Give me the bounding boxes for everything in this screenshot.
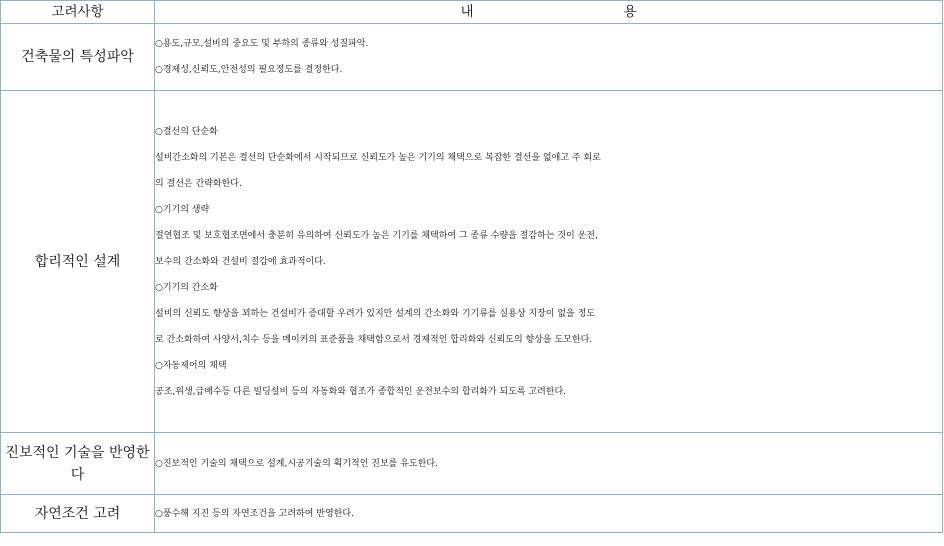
row-content — [155, 433, 943, 495]
content-line: 로 간소화하여 사양서,치수 등을 메이커의 표준품을 채택함으로서 경제적인 합리화와 신뢰도의 향상을 도모한다. — [155, 334, 593, 345]
table-row — [1, 495, 943, 533]
content-line: ○풍수해 지진 등의 자연조건을 고려하여 반영한다. — [155, 508, 354, 519]
content-line: 의 결선은 간략화한다. — [155, 178, 242, 189]
header-content-char-2: 용 — [623, 3, 637, 20]
row-label: 합리적인 설계 — [1, 91, 155, 433]
table-row — [1, 24, 943, 91]
row-label: 건축물의 특성파악 — [1, 24, 155, 91]
content-line: 설비의 신뢰도 향상을 꾀하는 건설비가 증대할 우려가 있지만 설계의 간소화와 기기류를 실용상 지장이 없을 정도 — [155, 308, 595, 319]
table-row — [1, 91, 943, 433]
content-line: 보수의 간소화와 건설비 절감에 효과적이다. — [155, 256, 326, 267]
row-content — [155, 91, 943, 433]
row-label: 자연조건 고려 — [1, 495, 155, 533]
row-content — [155, 24, 943, 91]
content-line: ○진보적인 기술의 채택으로 설계,시공기술의 획기적인 진보를 유도한다. — [155, 458, 438, 469]
content-line: ○자동제어의 채택 — [155, 360, 227, 371]
content-line: 설비간소화의 기본은 결선의 단순화에서 시작되므로 신뢰도가 높은 기기의 채택으로 복잡한 결선을 없애고 주 회로 — [155, 152, 601, 163]
content-line: ○경제성,신뢰도,안전성의 필요정도를 결정한다. — [155, 65, 343, 75]
row-label: 진보적인 기술을 반영한다 — [1, 433, 155, 495]
content-line: ○기기의 생략 — [155, 204, 210, 215]
row-content — [155, 495, 943, 533]
header-content-char-1: 내 — [460, 3, 474, 20]
table-row — [1, 433, 943, 495]
content-line: ○용도,규모,설비의 중요도 및 부하의 종류와 성질파악. — [155, 39, 369, 49]
content-line: 공조,위생,급배수등 다른 빌딩설비 등의 자동화와 협조가 종합적인 운전보수의 합리화가 되도록 고려한다. — [155, 386, 567, 397]
content-line: 절연협조 및 보호협조면에서 충분히 유의하여 신뢰도가 높은 기기를 채택하여 그 종류 수량을 절감하는 것이 운전, — [155, 230, 598, 241]
header-considerations: 고려사항 — [1, 1, 155, 24]
content-line: ○결선의 단순화 — [155, 126, 218, 137]
header-content — [155, 1, 943, 24]
table-header-row — [1, 1, 943, 24]
content-line: ○기기의 간소화 — [155, 282, 218, 293]
